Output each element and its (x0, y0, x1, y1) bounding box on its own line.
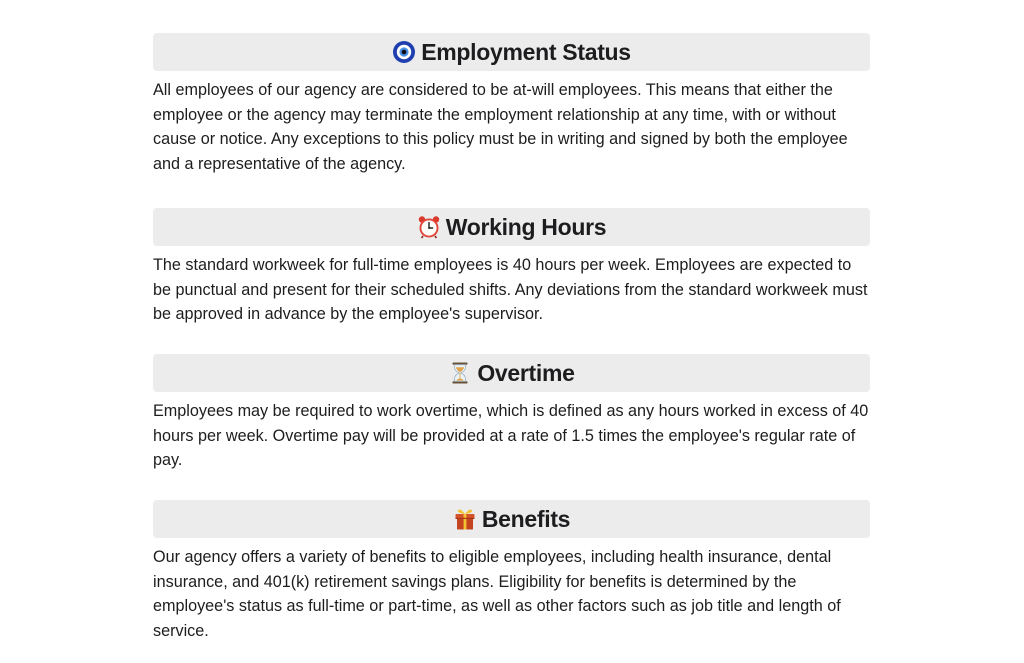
section-employment-status (153, 33, 870, 208)
alarm-clock-icon (417, 215, 441, 239)
section-heading (153, 354, 870, 392)
section-title: Working Hours (445, 213, 607, 240)
section-working-hours (153, 208, 870, 354)
section-body: Our agency offers a variety of benefits to eligible employees, including health insurance, dental insurance, and 401(k) retirement savings plans. Eligibility for benefits is determined by the employee's status as full-time or part-time, as well as other factors such as job title and length of service. (153, 548, 841, 640)
gift-icon (453, 507, 477, 531)
section-title: Employment Status (421, 38, 631, 65)
section-body: The standard workweek for full-time employees is 40 hours per week. Employees are expected to be punctual and present for their scheduled shifts. Any deviations from the standard workweek must be approved in advance by the employee's supervisor. (153, 256, 868, 324)
nazar-amulet-icon (392, 40, 416, 64)
section-body: All employees of our agency are considered to be at-will employees. This means that either the employee or the agency may terminate the employment relationship at any time, with or without cause or notice. Any exceptions to this policy must be in writing and signed by both the employee and a representative of the agency. (153, 81, 848, 173)
section-body: Employees may be required to work overtime, which is defined as any hours worked in excess of 40 hours per week. Overtime pay will be provided at a rate of 1.5 times the employee's regular rate of pay. (153, 402, 869, 470)
section-title: Benefits (481, 505, 571, 532)
hourglass-icon (448, 361, 472, 385)
section-heading (153, 33, 870, 71)
section-heading (153, 500, 870, 538)
section-heading (153, 208, 870, 246)
policy-document (153, 33, 870, 643)
section-title: Overtime (477, 359, 575, 386)
section-benefits (153, 500, 870, 643)
section-overtime (153, 354, 870, 500)
